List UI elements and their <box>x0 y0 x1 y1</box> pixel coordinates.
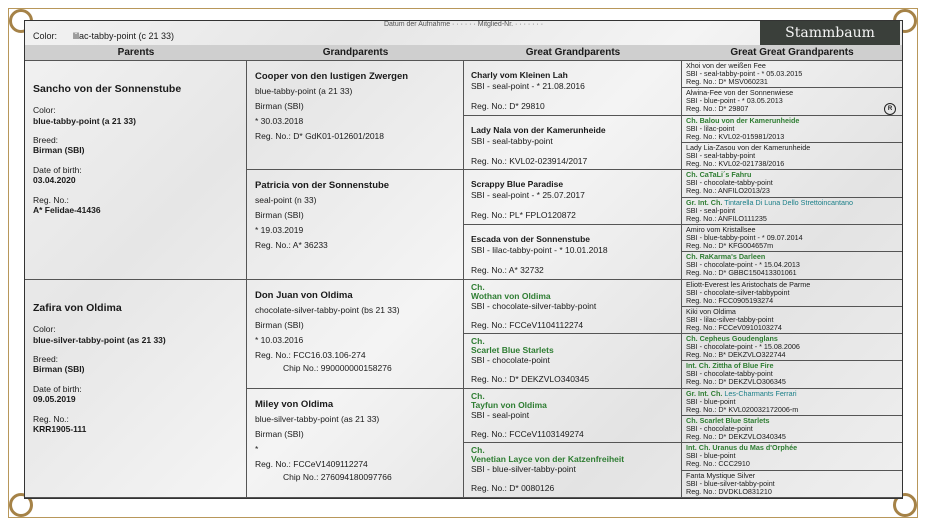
great-grandparent-cell <box>464 334 682 389</box>
great-great-grandparent-reg: Reg. No.: KVL02-015981/2013 <box>686 131 785 141</box>
great-great-grandparent-cell <box>682 143 902 170</box>
great-grandparent-reg: Reg. No.: KVL02-023914/2017 <box>471 155 588 166</box>
great-great-grandparent-cell <box>682 252 902 279</box>
great-great-grandparent-reg: Reg. No.: FCC0905193274 <box>686 295 774 305</box>
header-great-grandparents: Great Grandparents <box>464 45 683 61</box>
great-great-grandparent-name: Kiki von Oldima <box>686 306 736 316</box>
great-great-grandparent-reg: Reg. No.: D* 29807 <box>686 104 749 114</box>
great-grandparent-name: Wothan von Oldima <box>471 290 551 301</box>
great-great-grandparent-info: SBI - chocolate-tabby-point <box>686 369 773 379</box>
great-grandparent-info: SBI - chocolate-point <box>471 355 550 366</box>
cat-color-row <box>25 29 685 46</box>
great-grandparent-name: Lady Nala von der Kamerunheide <box>471 124 606 135</box>
great-great-grandparent-reg: Reg. No.: D* GBBC150413301061 <box>686 268 797 278</box>
grandparent-color: blue-tabby-point (a 21 33) <box>255 86 353 96</box>
great-great-grandparent-cell <box>682 198 902 225</box>
great-great-grandparent-name: Scarlet Blue Starlets <box>699 416 770 426</box>
grandparent-dob: * 30.03.2018 <box>255 116 304 126</box>
grandparent-chip: Chip No.: 990000000158276 <box>283 362 392 373</box>
great-great-grandparent-name: Amiro vom Kristallsee <box>686 224 756 234</box>
great-grandparent-name: Scrappy Blue Paradise <box>471 179 564 190</box>
great-great-grandparent-cell <box>682 361 902 388</box>
great-grandparent-title: Ch. <box>471 281 485 292</box>
great-grandparent-title: Ch. <box>471 390 485 401</box>
great-great-grandparent-title: Int. Ch. <box>686 443 711 453</box>
great-great-grandparent-title: Ch. <box>686 416 698 426</box>
grandparent-name: Cooper von den lustigen Zwergen <box>255 71 409 82</box>
great-great-grandparent-name: Tintarella Di Luna Dello Strettoincantano <box>724 197 854 207</box>
great-great-grandparent-name: Les-Charmants Ferrari <box>724 388 797 398</box>
great-grandparent-cell <box>464 443 682 498</box>
header-grandparents: Grandparents <box>247 45 465 61</box>
grandparent-color: chocolate-silver-tabby-point (bs 21 33) <box>255 304 400 315</box>
great-great-grandparent-info: SBI - seal-tabby-point - * 05.03.2015 <box>686 69 803 78</box>
great-great-grandparent-reg: Reg. No.: D* KVL020032172006-m <box>686 404 799 414</box>
parent-dob-label: Date of birth: <box>33 165 82 175</box>
registration-stamp-mark: R <box>884 103 896 115</box>
great-great-grandparent-name: Cepheus Goudenglans <box>699 334 778 344</box>
header-parents: Parents <box>25 45 248 61</box>
great-grandparent-reg: Reg. No.: D* 29810 <box>471 101 545 111</box>
great-great-grandparent-info: SBI - chocolate-point - * 15.04.2013 <box>686 260 800 270</box>
great-great-grandparent-cell <box>682 116 902 143</box>
grandparent-color: blue-silver-tabby-point (as 21 33) <box>255 413 380 424</box>
great-grandparent-name: Scarlet Blue Starlets <box>471 345 554 356</box>
grandparent-dob: * 19.03.2019 <box>255 225 304 236</box>
great-great-grandparent-reg: Reg. No.: D* DEKZVLO306345 <box>686 377 786 387</box>
great-great-grandparent-name: RaKarma's Darleen <box>699 252 766 262</box>
great-great-grandparent-cell <box>682 443 902 470</box>
great-great-grandparent-reg: Reg. No.: CCC2910 <box>686 459 750 469</box>
great-great-grandparent-title: Ch. <box>686 170 698 180</box>
parent-color: blue-silver-tabby-point (as 21 33) <box>33 334 166 345</box>
grandparent-breed: Birman (SBI) <box>255 210 304 221</box>
great-great-grandparent-reg: Reg. No.: D* MSV060231 <box>686 77 768 86</box>
grandparent-breed: Birman (SBI) <box>255 319 304 330</box>
great-great-grandparent-info: SBI - blue-point <box>686 451 736 461</box>
great-grandparent-name: Tayfun von Oldima <box>471 399 547 410</box>
parent-color: blue-tabby-point (a 21 33) <box>33 116 136 126</box>
grandparent-reg: Reg. No.: FCC16.03.106-274 <box>255 349 366 360</box>
great-grandparent-name: Escada von der Sonnenstube <box>471 233 591 244</box>
great-grandparent-cell <box>464 61 682 116</box>
great-great-grandparent-cell <box>682 334 902 361</box>
grandparent-dob: * 10.03.2016 <box>255 334 304 345</box>
great-grandparent-title: Ch. <box>471 336 485 347</box>
great-great-grandparent-info: SBI - chocolate-point <box>686 424 753 434</box>
great-grandparent-info: SBI - seal-point <box>471 409 530 420</box>
great-grandparent-info: SBI - seal-point - * 21.08.2016 <box>471 81 585 91</box>
parent-dob: 09.05.2019 <box>33 393 76 404</box>
great-great-grandparent-name: Fanta Mystique Silver <box>686 470 756 480</box>
great-great-grandparent-cell <box>682 389 902 416</box>
parent-reg-label: Reg. No.: <box>33 195 69 205</box>
great-great-grandparent-info: SBI - blue-point <box>686 396 736 406</box>
great-grandparent-info: SBI - seal-point - * 25.07.2017 <box>471 190 585 201</box>
great-grandparent-reg: Reg. No.: A* 32732 <box>471 264 544 275</box>
great-grandparent-cell <box>464 280 682 335</box>
great-grandparent-name: Venetian Layce von der Katzenfreiheit <box>471 454 625 465</box>
parent-reg: KRR1905-111 <box>33 423 87 434</box>
grandparent-chip: Chip No.: 276094180097766 <box>283 471 392 482</box>
great-grandparent-info: SBI - lilac-tabby-point - * 10.01.2018 <box>471 244 608 255</box>
great-great-grandparent-cell <box>682 170 902 197</box>
parent-cell <box>25 61 247 280</box>
great-grandparent-title: Ch. <box>471 445 485 456</box>
great-great-grandparent-info: SBI - blue-silver-tabby-point <box>686 478 775 488</box>
grandparent-color: seal-point (n 33) <box>255 195 317 206</box>
grandparent-name: Patricia von der Sonnenstube <box>255 180 390 192</box>
great-great-grandparent-reg: Reg. No.: FCCeV0910103274 <box>686 322 782 332</box>
great-great-grandparent-reg: Reg. No.: ANFILO2013/23 <box>686 186 770 196</box>
great-great-grandparent-info: SBI - lilac-point <box>686 123 735 133</box>
parent-reg-label: Reg. No.: <box>33 413 69 424</box>
great-great-grandparent-title: Gr. Int. Ch. <box>686 197 723 207</box>
grandparent-cell <box>247 170 464 279</box>
great-grandparent-name: Charly vom Kleinen Lah <box>471 70 568 80</box>
great-great-grandparent-info: SBI - chocolate-tabby-point <box>686 178 773 188</box>
great-grandparent-reg: Reg. No.: D* DEKZVLO340345 <box>471 374 590 385</box>
great-great-grandparent-title: Gr. Int. Ch. <box>686 388 723 398</box>
great-great-grandparent-name: Uranus du Mas d'Orphée <box>712 443 798 453</box>
great-grandparent-info: SBI - blue-silver-tabby-point <box>471 464 576 475</box>
grandparent-cell <box>247 389 464 498</box>
great-great-grandparent-reg: Reg. No.: D* DEKZVLO340345 <box>686 432 786 442</box>
parent-breed: Birman (SBI) <box>33 145 85 155</box>
great-great-grandparent-reg: Reg. No.: KVL02-021738/2016 <box>686 158 785 168</box>
great-great-grandparent-cell <box>682 225 902 252</box>
great-great-grandparent-cell <box>682 280 902 307</box>
great-great-grandparent-name: Alwina-Fee von der Sonnenwiese <box>686 88 794 98</box>
grandparent-dob: * <box>255 443 259 454</box>
great-great-grandparent-cell <box>682 61 902 88</box>
great-grandparent-cell <box>464 389 682 444</box>
great-great-grandparent-info: SBI - seal-tabby-point <box>686 150 756 160</box>
parent-breed-label: Breed: <box>33 353 59 364</box>
cat-color-label: Color: <box>33 31 58 41</box>
parent-color-label: Color: <box>33 105 56 115</box>
grandparent-reg: Reg. No.: FCCeV1409112274 <box>255 458 368 469</box>
document-top-text: Datum der Aufnahme · · · · · · Mitglied-Nr. · · · · · · · <box>383 21 544 28</box>
grandparent-cell <box>247 280 464 389</box>
grandparent-reg: Reg. No.: A* 36233 <box>255 240 328 251</box>
great-grandparent-cell <box>464 170 682 225</box>
great-great-grandparent-info: SBI - chocolate-point - * 15.08.2006 <box>686 342 800 352</box>
great-great-grandparent-reg: Reg. No.: B* DEKZVLO322744 <box>686 350 786 360</box>
great-great-grandparent-name: Balou von der Kamerunheide <box>699 115 800 125</box>
great-great-grandparent-info: SBI - seal-point <box>686 205 736 215</box>
great-great-grandparent-name: CaTaLi´s Fahru <box>699 170 752 180</box>
great-grandparent-reg: Reg. No.: FCCeV1104112274 <box>471 319 584 330</box>
great-great-grandparent-name: Eliott-Everest les Aristochats de Parme <box>686 279 811 289</box>
parent-breed-label: Breed: <box>33 135 59 145</box>
parent-dob-label: Date of birth: <box>33 383 82 394</box>
great-great-grandparent-info: SBI - lilac-silver-tabby-point <box>686 314 774 324</box>
parent-reg: A* Felidae-41436 <box>33 205 101 215</box>
parent-breed: Birman (SBI) <box>33 363 85 374</box>
great-great-grandparent-reg: Reg. No.: D* KFG004657m <box>686 240 774 250</box>
great-great-grandparent-cell <box>682 88 902 115</box>
stammbaum-title: Stammbaum <box>760 21 900 45</box>
great-great-grandparent-info: SBI - blue-point - * 03.05.2013 <box>686 96 783 106</box>
great-great-grandparent-name: Lady Lia-Zasou von der Kamerunheide <box>686 142 811 152</box>
great-great-grandparent-title: Ch. <box>686 334 698 344</box>
grandparent-cell <box>247 61 464 170</box>
pedigree-document <box>24 20 903 499</box>
parent-cell <box>25 280 247 499</box>
great-great-grandparent-name: Zittha of Blue Fire <box>712 361 774 371</box>
parent-name: Sancho von der Sonnenstube <box>33 83 182 95</box>
cat-color-value: lilac-tabby-point (c 21 33) <box>73 31 175 41</box>
grandparent-name: Don Juan von Oldima <box>255 289 353 301</box>
great-great-grandparent-info: SBI - blue-tabby-point - * 09.07.2014 <box>686 232 803 242</box>
parent-dob: 03.04.2020 <box>33 175 76 185</box>
great-great-grandparent-info: SBI - chocolate-silver-tabbypoint <box>686 287 790 297</box>
grandparent-name: Miley von Oldima <box>255 398 334 410</box>
great-great-grandparent-title: Ch. <box>686 252 698 262</box>
great-grandparent-reg: Reg. No.: D* 0080126 <box>471 483 555 494</box>
great-grandparent-info: SBI - seal-tabby-point <box>471 135 553 146</box>
great-great-grandparent-reg: Reg. No.: DVDKLO831210 <box>686 486 772 496</box>
great-great-grandparent-cell <box>682 471 902 498</box>
great-grandparent-cell <box>464 116 682 171</box>
great-grandparent-cell <box>464 225 682 280</box>
great-grandparent-info: SBI - chocolate-silver-tabby-point <box>471 300 597 311</box>
header-great-great-grandparents: Great Great Grandparents <box>682 45 902 61</box>
great-great-grandparent-title: Ch. <box>686 115 698 125</box>
great-great-grandparent-cell <box>682 307 902 334</box>
great-grandparent-reg: Reg. No.: FCCeV1103149274 <box>471 428 584 439</box>
grandparent-reg: Reg. No.: D* GdK01-012601/2018 <box>255 131 385 141</box>
great-great-grandparent-cell <box>682 416 902 443</box>
grandparent-breed: Birman (SBI) <box>255 428 304 439</box>
grandparent-breed: Birman (SBI) <box>255 101 304 111</box>
great-great-grandparent-title: Int. Ch. <box>686 361 711 371</box>
great-grandparent-reg: Reg. No.: PL* FPLO120872 <box>471 210 576 221</box>
parent-color-label: Color: <box>33 323 56 334</box>
great-great-grandparent-reg: Reg. No.: ANFILO111235 <box>686 213 767 223</box>
great-great-grandparent-name: Xhoi von der weißen Fee <box>686 61 766 70</box>
parent-name: Zafira von Oldima <box>33 301 122 314</box>
